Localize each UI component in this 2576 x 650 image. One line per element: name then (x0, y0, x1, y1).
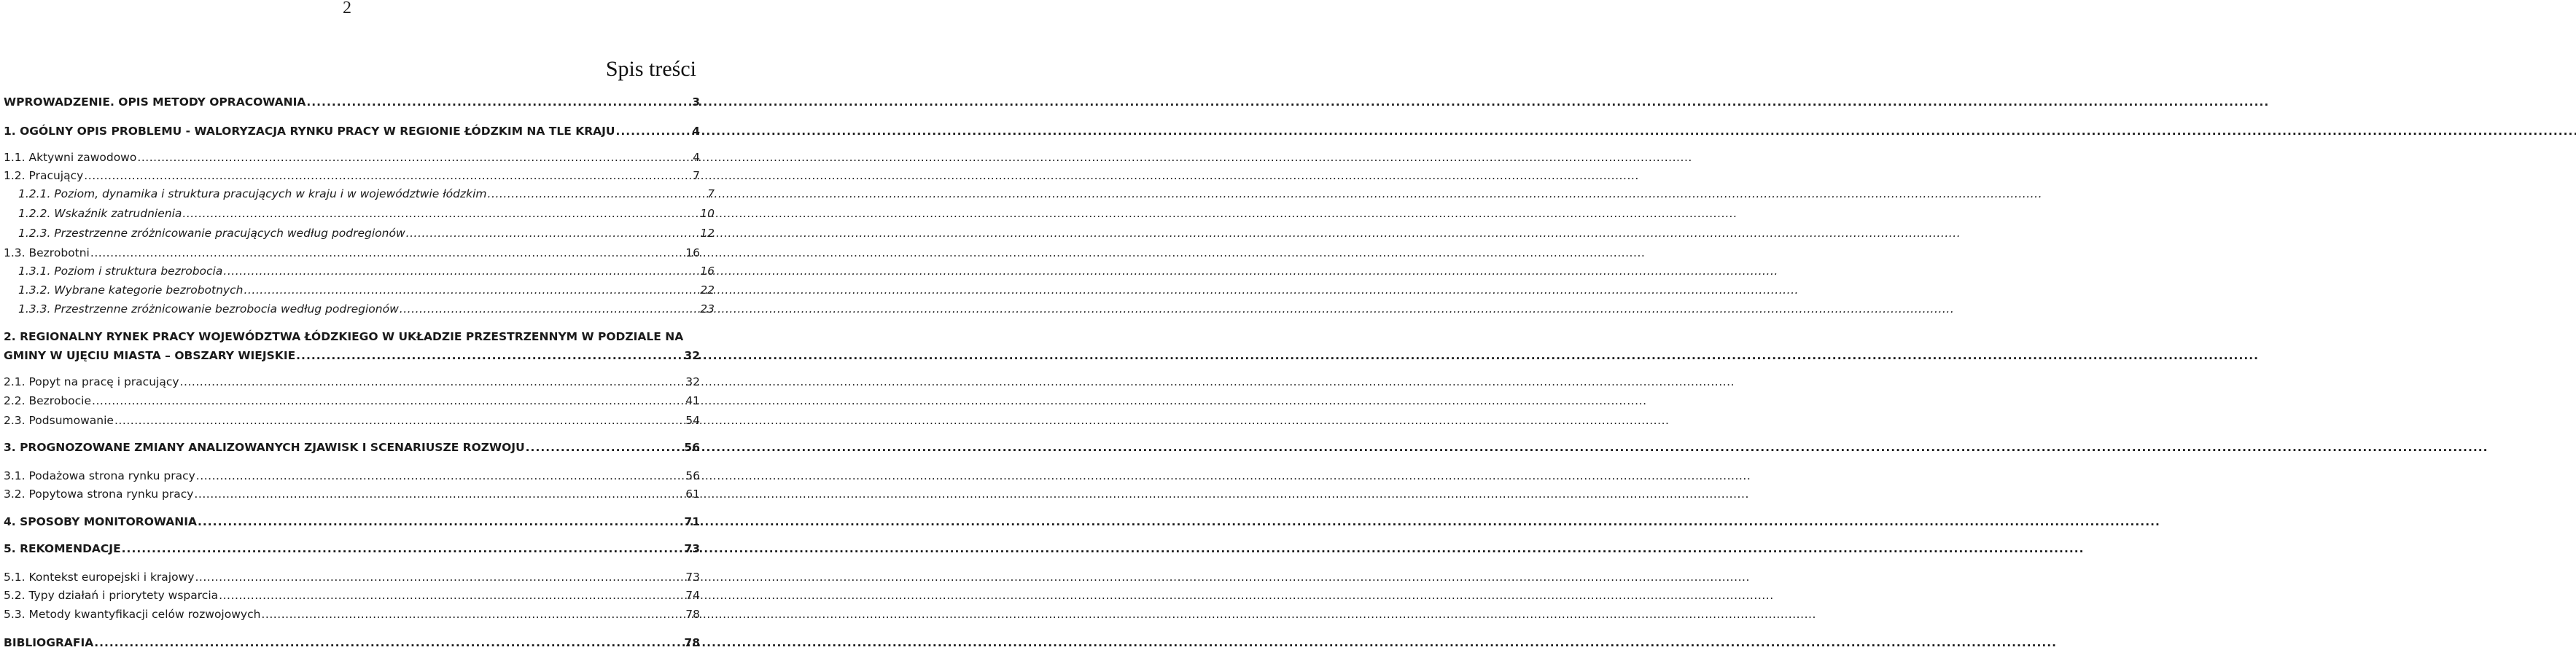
dot-leader (306, 95, 691, 109)
toc-entry-label: BIBLIOGRAFIA (4, 636, 94, 649)
toc-page-number: 22 (700, 283, 715, 297)
toc-entry-1-3-2[interactable] (0, 283, 715, 297)
toc-page-number: 41 (685, 394, 700, 407)
toc-entry-1-3[interactable] (0, 246, 700, 260)
dot-leader (296, 348, 683, 363)
toc-entry-label: 1.1. Aktywni zawodowo (4, 151, 137, 164)
toc-entry-label: 1. OGÓLNY OPIS PROBLEMU - WALORYZACJA RYNKU PRACY W REGIONIE ŁÓDZKIM NA TLE KRAJU (4, 125, 615, 138)
toc-entry-1-3-1[interactable] (0, 264, 715, 278)
toc-entry-label: 1.2. Pracujący (4, 169, 84, 182)
toc-page-number: 78 (684, 636, 700, 649)
toc-entry-1-1[interactable] (0, 150, 700, 165)
dot-leader (219, 588, 685, 603)
toc-page-number: 7 (693, 169, 700, 182)
dot-leader (616, 124, 692, 138)
toc-entry-1-3-3[interactable] (0, 302, 715, 316)
toc-entry-label: 1.3. Bezrobotni (4, 246, 90, 259)
dot-leader (526, 440, 684, 455)
toc-page-number: 16 (700, 265, 715, 278)
dot-leader (223, 264, 699, 278)
toc-entry-label: GMINY W UJĘCIU MIASTA – OBSZARY WIEJSKIE (4, 349, 296, 362)
dot-leader (90, 246, 685, 260)
toc-entry-label: 4. SPOSOBY MONITOROWANIA (4, 515, 198, 528)
toc-entry-label: 3. PROGNOZOWANE ZMIANY ANALIZOWANYCH ZJAWISK I SCENARIUSZE ROZWOJU (4, 441, 525, 454)
toc-entry-label: 5.1. Kontekst europejski i krajowy (4, 571, 195, 584)
toc-page-number: 54 (685, 414, 700, 427)
toc-entry-label: 5.2. Typy działań i priorytety wsparcia (4, 589, 219, 602)
toc-entry-chapter-2[interactable] (0, 348, 700, 363)
toc-entry-5-2[interactable] (0, 588, 700, 603)
dot-leader (244, 283, 699, 297)
toc-entry-5-3[interactable] (0, 607, 700, 622)
toc-entry-bibliography[interactable] (0, 635, 700, 650)
toc-entry-1-2[interactable] (0, 168, 700, 183)
dot-leader (182, 206, 699, 221)
toc-entry-label: 3.2. Popytowa strona rynku pracy (4, 488, 194, 501)
dot-leader (406, 226, 700, 240)
toc-entry-3-1[interactable] (0, 469, 700, 483)
dot-leader (488, 187, 707, 201)
page-title: Spis treści (605, 57, 696, 81)
dot-leader (196, 469, 685, 483)
toc-page-number: 73 (684, 542, 700, 555)
dot-leader (137, 150, 692, 165)
dot-leader (122, 541, 684, 556)
toc-entry-1-2-2[interactable] (0, 206, 715, 221)
dot-leader (84, 168, 692, 183)
toc-entry-chapter-4[interactable] (0, 514, 700, 529)
dot-leader (92, 393, 685, 408)
toc-entry-label: 2.2. Bezrobocie (4, 394, 92, 407)
dot-leader (261, 607, 685, 622)
dot-leader (195, 570, 685, 584)
toc-entry-label: 1.3.1. Poziom i struktura bezrobocia (18, 265, 223, 278)
toc-entry-5-1[interactable] (0, 570, 700, 584)
toc-entry-label: 5. REKOMENDACJE (4, 542, 121, 555)
toc-page-number: 7 (707, 187, 715, 200)
toc-entry-2-1[interactable] (0, 375, 700, 389)
dot-leader (198, 514, 683, 529)
toc-page-number: 56 (684, 441, 700, 454)
toc-entry-label: 2.1. Popyt na pracę i pracujący (4, 375, 179, 388)
dot-leader (194, 487, 685, 501)
toc-page-number: 3 (692, 95, 700, 109)
toc-page-number: 61 (685, 488, 700, 501)
toc-page-number: 74 (685, 589, 700, 602)
dot-leader (180, 375, 685, 389)
toc-entry-label: 1.3.2. Wybrane kategorie bezrobotnych (18, 283, 244, 297)
toc-entry-2-3[interactable] (0, 413, 700, 428)
toc-entry-label: 1.2.3. Przestrzenne zróżnicowanie pracujących według podregionów (18, 227, 405, 240)
dot-leader (400, 302, 700, 316)
toc-page-number: 32 (684, 349, 700, 362)
toc-entry-chapter-1[interactable] (0, 124, 700, 138)
toc-page-number: 78 (685, 608, 700, 621)
toc-page-number: 73 (685, 571, 700, 584)
toc-entry-2-2[interactable] (0, 393, 700, 408)
toc-page-number: 71 (684, 515, 700, 528)
toc-entry-label: 1.2.1. Poziom, dynamika i struktura pracujących w kraju i w województwie łódzkim (18, 187, 487, 200)
dot-leader (94, 635, 683, 650)
toc-entry-label: 3.1. Podażowa strona rynku pracy (4, 469, 195, 482)
toc-page-number: 4 (692, 125, 700, 138)
toc-entry-label: 1.3.3. Przestrzenne zróżnicowanie bezrobocia według podregionów (18, 302, 399, 316)
toc-page-number: 12 (700, 227, 715, 240)
toc-entry-label: 5.3. Metody kwantyfikacji celów rozwojowych (4, 608, 261, 621)
toc-entry-1-2-3[interactable] (0, 226, 715, 240)
toc-entry-chapter-5[interactable] (0, 541, 700, 556)
toc-entry-introduction[interactable] (0, 95, 700, 109)
page-number: 2 (343, 0, 351, 17)
toc-page-number: 56 (685, 469, 700, 482)
toc-entry-label: WPROWADZENIE. OPIS METODY OPRACOWANIA (4, 95, 306, 109)
dot-leader (114, 413, 685, 428)
toc-page-number: 4 (693, 151, 700, 164)
toc-page-number: 32 (685, 375, 700, 388)
toc-entry-label: 1.2.2. Wskaźnik zatrudnienia (18, 207, 182, 220)
toc-entry-chapter-2-line-1[interactable]: 2. REGIONALNY RYNEK PRACY WOJEWÓDZTWA ŁÓDZKIEGO W UKŁADZIE PRZESTRZENNYM W PODZIALE NA (4, 330, 684, 343)
toc-page-number: 16 (685, 246, 700, 259)
toc-page-number: 23 (700, 302, 715, 316)
toc-entry-1-2-1[interactable] (0, 187, 715, 201)
toc-entry-label: 2.3. Podsumowanie (4, 414, 114, 427)
toc-entry-3-2[interactable] (0, 487, 700, 501)
toc-entry-chapter-3[interactable] (0, 440, 700, 455)
toc-page-number: 10 (700, 207, 715, 220)
